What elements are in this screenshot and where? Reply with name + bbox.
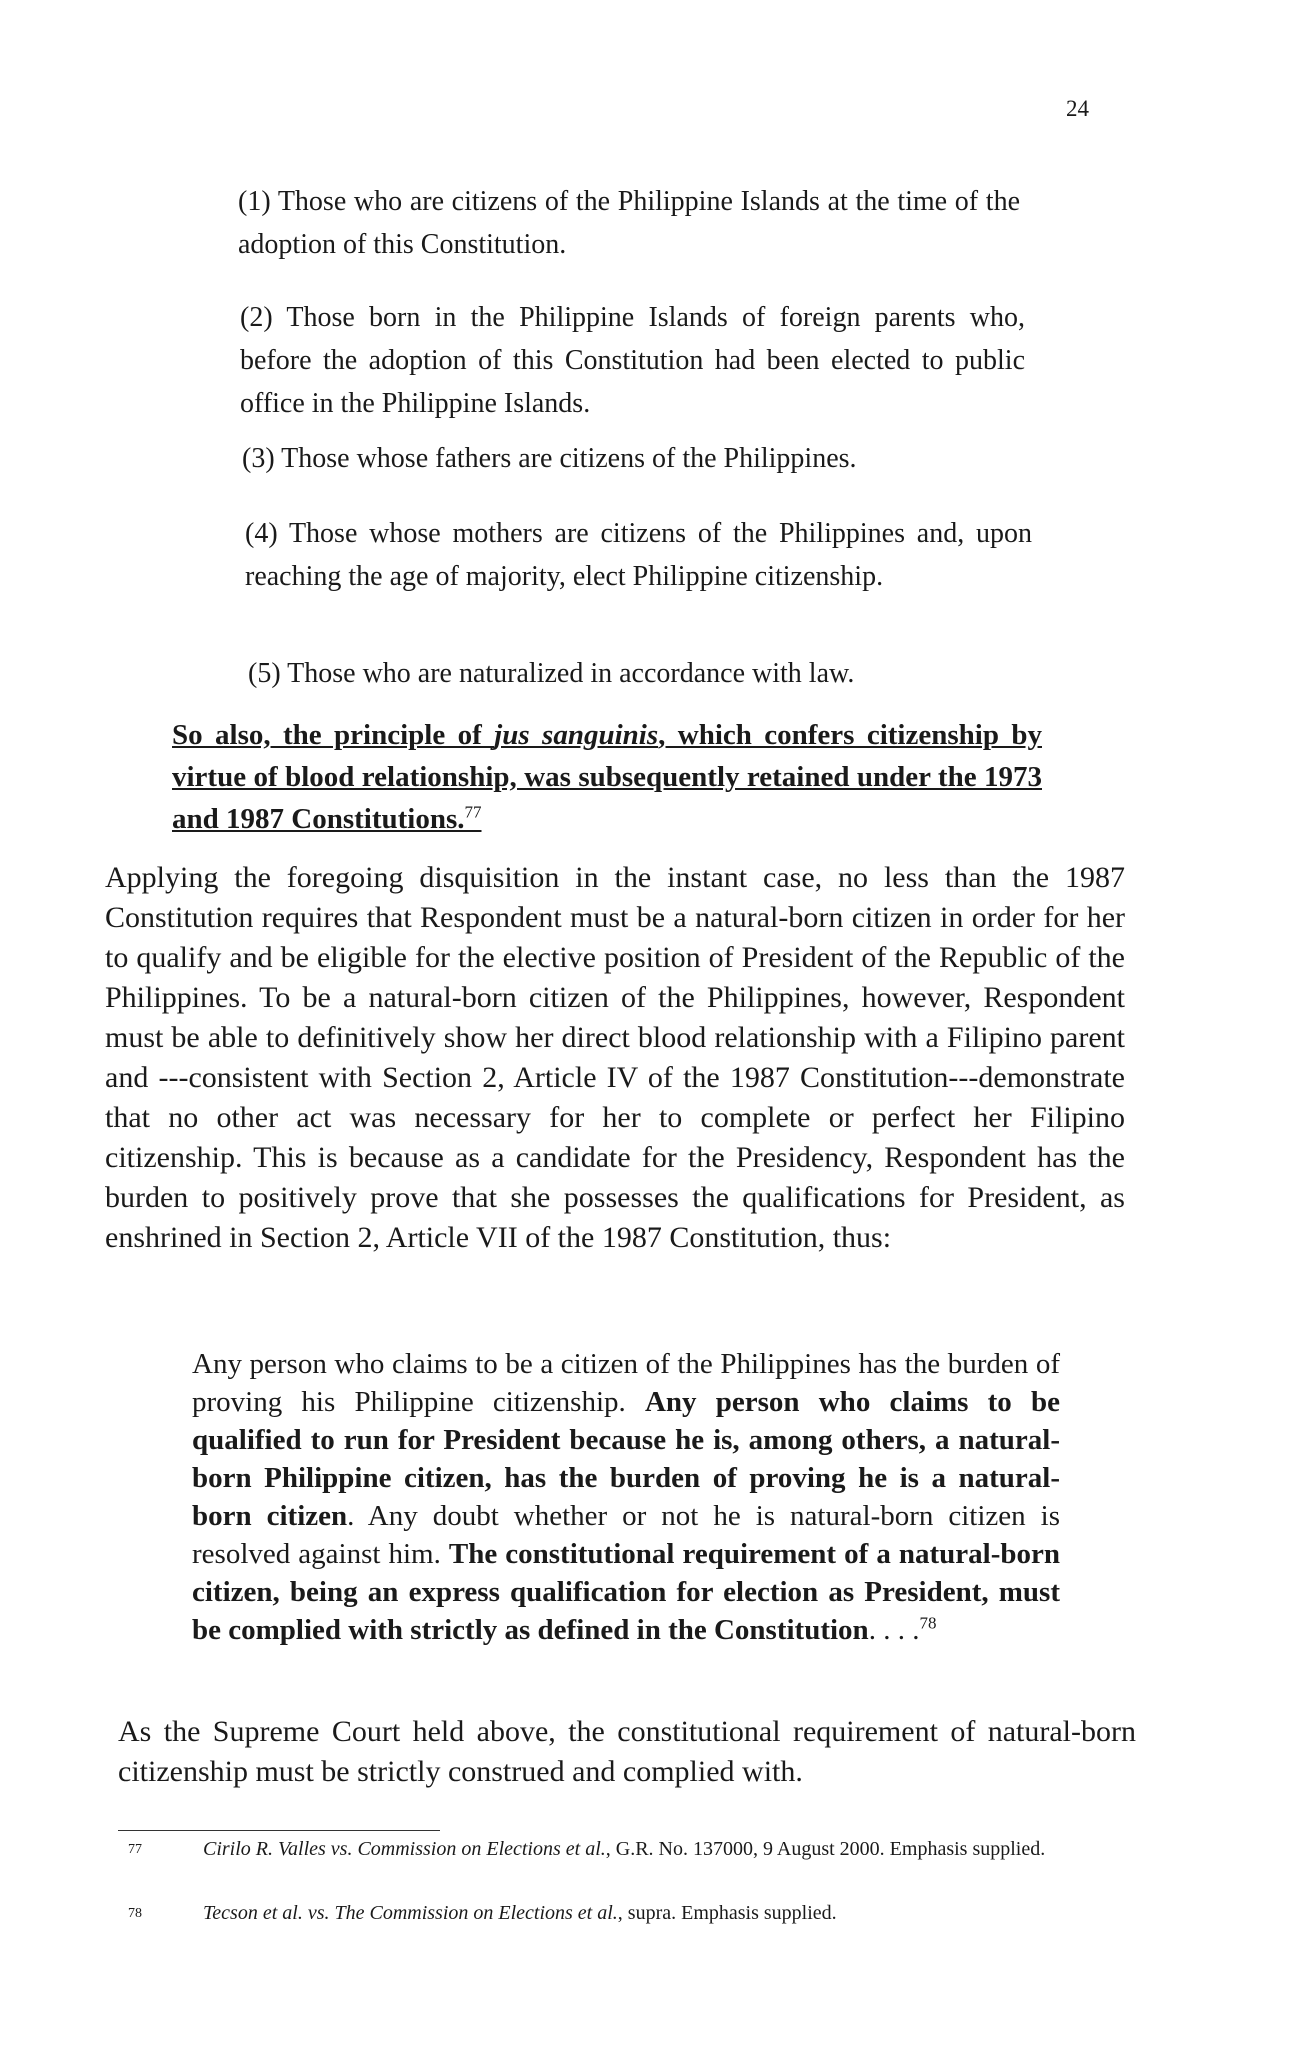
block-quote-part-1: Any person who claims to be a citizen of the Philippines has the burden of proving his Philippine citizenship. — [192, 1348, 1060, 1418]
footnote-body — [203, 1836, 1133, 1863]
block-quote-ellipsis: . . . . — [868, 1614, 920, 1646]
footnote-case-name: Tecson et al. vs. The Commission on Elections et al. — [203, 1902, 618, 1924]
closing-paragraph: As the Supreme Court held above, the constitutional requirement of natural-born citizenship must be strictly construed and complied with. — [118, 1715, 1136, 1788]
footnote-ref-78: 78 — [919, 1613, 937, 1633]
enumerated-item-2: (2) Those born in the Philippine Islands of foreign parents who, before the adoption of this Constitution had been elected to public office in the Philippine Islands. — [240, 302, 1025, 419]
enumerated-item-1: (1) Those who are citizens of the Philippine Islands at the time of the adoption of this Constitution. — [238, 186, 1020, 260]
footnote-78 — [128, 1900, 1148, 1927]
footnote-body — [203, 1900, 1133, 1927]
footnote-ref-77: 77 — [464, 802, 482, 822]
footnote-77 — [128, 1836, 1148, 1863]
main-paragraph: Applying the foregoing disquisition in the instant case, no less than the 1987 Constitution requires that Respondent must be a natural-born citizen in order for her to qualify and be eligible for the elective position of President of the Republic of the Philippines. To be a natural-born citizen of the Philippines, however, Respondent must be able to definitively show her direct blood relationship with a Filipino parent and ---consistent with Section 2, Article IV of the 1987 Constitution---demonstrate that no other act was necessary for her to complete or perfect her Filipino citizenship. This is because as a candidate for the Presidency, Respondent has the burden to positively prove that she possesses the qualifications for President, as enshrined in Section 2, Article VII of the 1987 Constitution, thus: — [105, 861, 1125, 1254]
enumerated-item-3: (3) Those whose fathers are citizens of the Philippines. — [242, 443, 857, 474]
principle-latin-term: jus sanguinis — [494, 719, 659, 751]
block-quote-emphasis-1: Any person who claims to be qualified to run for President because he is, among others, a natural-born Philippine citizen, has the burden of proving he is a natural-born citizen — [192, 1386, 1061, 1532]
footnote-number: 78 — [128, 1906, 142, 1921]
principle-statement — [172, 714, 1042, 840]
enumerated-item-4: (4) Those whose mothers are citizens of the Philippines and, upon reaching the age of majority, elect Philippine citizenship. — [245, 518, 1032, 592]
footnote-separator — [118, 1830, 440, 1831]
enumerated-item-5: (5) Those who are naturalized in accordance with law. — [248, 658, 855, 689]
block-quote-emphasis-2: The constitutional requirement of a natural-born citizen, being an express qualification for election as President, must be complied with strictly as defined in the Constitution — [192, 1538, 1060, 1646]
block-quote-part-3: . Any doubt whether or not he is natural-born citizen is resolved against him. — [192, 1500, 1060, 1570]
footnote-number: 77 — [128, 1842, 142, 1857]
principle-text-end: , which confers citizenship by virtue of blood relationship, was subsequently retained under the 1973 and 1987 Constitutions. — [172, 719, 1042, 835]
block-quote — [192, 1345, 1060, 1649]
footnote-citation: , supra. Emphasis supplied. — [617, 1902, 837, 1924]
footnote-case-name: Cirilo R. Valles vs. Commission on Elections et al. — [203, 1838, 606, 1860]
footnote-citation: , G.R. No. 137000, 9 August 2000. Emphasis supplied. — [605, 1838, 1046, 1860]
page-number: 24 — [1066, 96, 1089, 121]
principle-text-start: So also, the principle of — [172, 719, 495, 751]
